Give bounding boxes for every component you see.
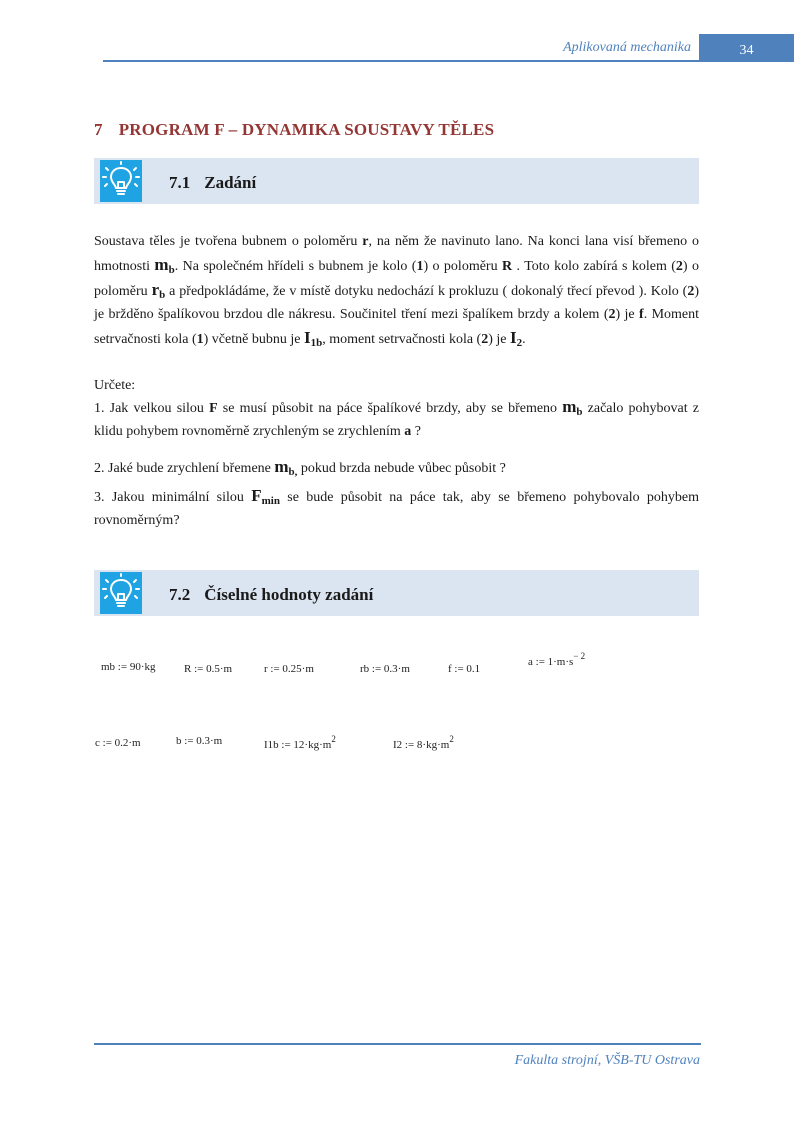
header-rule — [103, 60, 699, 62]
value-f: f := 0.1 — [448, 663, 481, 675]
lightbulb-icon — [100, 572, 142, 614]
chapter-number: 7 — [94, 120, 103, 139]
question-1: 1. Jak velkou silou F se musí působit na páce špalíkové brzdy, aby se břemeno $m_b$ začalo pohybovat z klidu pohybem rovnoměrně zrychleným se zrychlením a ? — [94, 397, 700, 439]
value-c: c := 0.2·m — [95, 737, 141, 749]
value-I1b: I1b := $12\cdot kg\cdot m^2$ — [264, 734, 336, 751]
section-heading-zadani — [94, 158, 699, 204]
section-title: 7.2 Číselné hodnoty zadání — [169, 585, 374, 604]
lightbulb-icon — [100, 160, 142, 202]
section-title: 7.1 Zadání — [169, 173, 257, 192]
value-rb: rb := 0.3·m — [360, 663, 410, 675]
section-heading-ciselne-hodnoty — [94, 570, 699, 616]
urcete-label: Určete: — [94, 378, 136, 393]
question-3: 3. Jakou minimální silou $F_{min}$ se bude působit na páce tak, aby se břemeno pohybovalo pohybem rovnoměrným? — [94, 486, 699, 528]
running-header-title: Aplikovaná mechanika — [563, 40, 691, 55]
value-a: a := $1\cdot m\cdot s^{- 2}$ — [528, 651, 586, 668]
value-R: R := 0.5·m — [184, 663, 233, 675]
footer-text: Fakulta strojní, VŠB-TU Ostrava — [514, 1053, 700, 1068]
chapter-title: PROGRAM F – DYNAMIKA SOUSTAVY TĚLES — [118, 120, 495, 139]
value-b: b := 0.3·m — [176, 735, 223, 747]
value-I2: I2 := $8\cdot kg\cdot m^2$ — [393, 734, 454, 751]
value-mb: mb := 90·kg — [101, 661, 156, 673]
footer-rule — [94, 1043, 701, 1045]
chapter-heading — [94, 120, 494, 140]
value-r: r := 0.25·m — [264, 663, 314, 675]
page-number: 34 — [699, 34, 794, 62]
question-2: 2. Jaké bude zrychlení břemene $m_{b,}$ pokud brzda nebude vůbec působit ? — [94, 457, 506, 478]
intro-paragraph: Soustava těles je tvořena bubnem o poloměru r, na něm že navinuto lano. Na konci lana visí břemeno o hmotnosti $m_b$. Na společném hřídeli s bubnem je kolo (1) o poloměru R . Toto kolo zabírá s kolem (2) o poloměru $r_b$ a předpokládáme, že v místě dotyku nedochází k prokluzu ( dokonalý třecí převod ). Kolo (2) je bržděno špalíkovou brzdou dle nákresu. Součinitel tření mezi špalíkem brzdy a kolem (2) je f. Moment setrvačnosti kola (1) včetně bubnu je $I_{1b}$, moment setrvačnosti kola (2) je $I_2$. — [94, 234, 700, 349]
